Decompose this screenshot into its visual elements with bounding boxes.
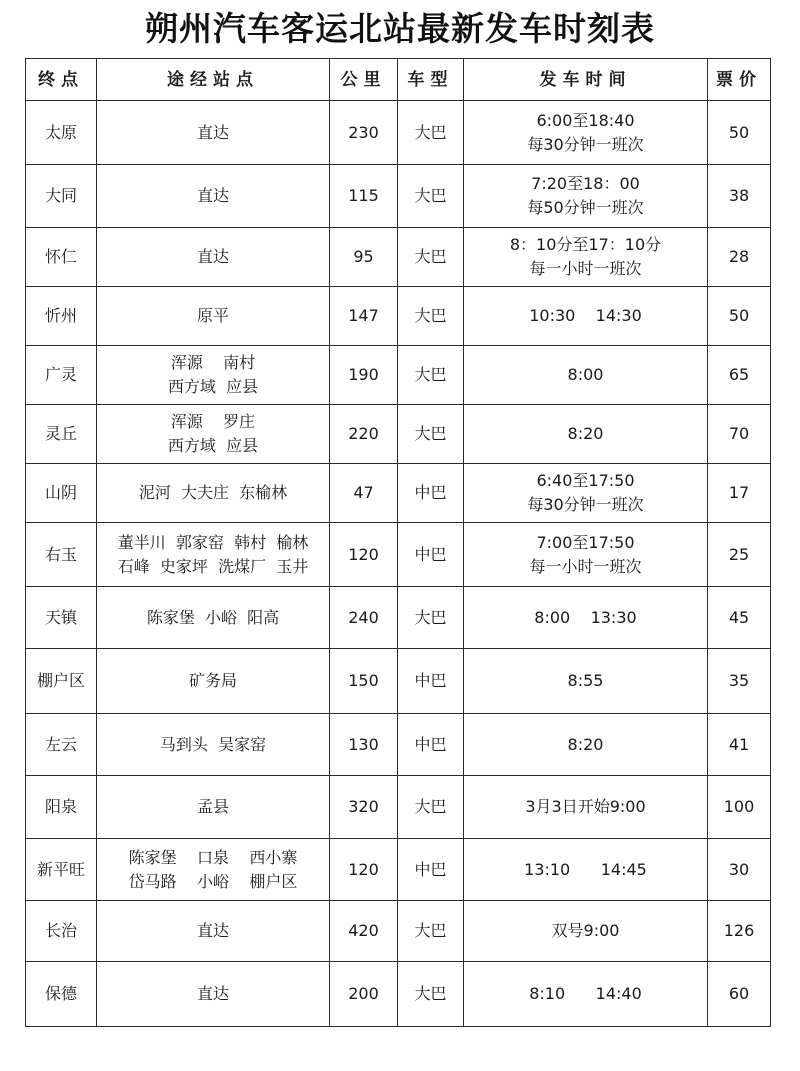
vehicle-cell: 大巴	[398, 346, 464, 405]
departure-cell-line: 6:00至18:40	[536, 110, 635, 130]
distance-cell: 47	[330, 464, 398, 523]
distance-cell: 220	[330, 405, 398, 464]
price-cell: 60	[708, 962, 771, 1027]
price-cell: 35	[708, 649, 771, 714]
via-cell-line: 陈家堡 小峪 阳高	[146, 607, 280, 627]
via-cell-line: 西方域 应县	[167, 436, 259, 455]
via-cell-line: 泥河 大夫庄 东榆林	[138, 483, 288, 502]
vehicle-cell: 大巴	[398, 901, 464, 962]
via-cell	[97, 776, 330, 839]
destination-cell: 保德	[26, 962, 97, 1027]
vehicle-cell: 大巴	[398, 287, 464, 346]
table-row	[26, 901, 771, 962]
price-cell: 65	[708, 346, 771, 405]
via-cell	[97, 101, 330, 165]
vehicle-cell: 大巴	[398, 405, 464, 464]
table-row	[26, 287, 771, 346]
vehicle-cell: 中巴	[398, 714, 464, 776]
destination-cell: 长治	[26, 901, 97, 962]
vehicle-cell: 大巴	[398, 101, 464, 165]
via-cell	[97, 962, 330, 1027]
via-cell-line: 孟县	[196, 797, 229, 816]
destination-cell: 怀仁	[26, 228, 97, 287]
schedule-table	[25, 58, 771, 1027]
header-via: 途经站点	[97, 59, 330, 101]
via-cell	[97, 714, 330, 776]
via-cell-line: 浑源 南村	[170, 353, 256, 372]
via-cell	[97, 405, 330, 464]
vehicle-cell: 大巴	[398, 165, 464, 228]
header-row	[26, 59, 771, 101]
departure-cell-line: 每30分钟一班次	[527, 495, 644, 514]
departure-cell-line: 8:00 13:30	[534, 607, 637, 627]
via-cell-line: 浑源 罗庄	[170, 412, 256, 431]
table-row	[26, 228, 771, 287]
vehicle-cell: 大巴	[398, 587, 464, 649]
departure-cell-line: 8:20	[567, 734, 604, 754]
destination-cell: 阳泉	[26, 776, 97, 839]
table-row	[26, 405, 771, 464]
vehicle-cell: 中巴	[398, 464, 464, 523]
destination-cell: 太原	[26, 101, 97, 165]
vehicle-cell: 大巴	[398, 776, 464, 839]
departure-cell-line: 13:10 14:45	[524, 859, 647, 879]
departure-cell	[464, 346, 708, 405]
departure-cell	[464, 287, 708, 346]
distance-cell: 240	[330, 587, 398, 649]
distance-cell: 150	[330, 649, 398, 714]
destination-cell: 棚户区	[26, 649, 97, 714]
header-price: 票价	[708, 59, 771, 101]
departure-cell-line: 7:00至17:50	[536, 532, 635, 552]
destination-cell: 大同	[26, 165, 97, 228]
table-row	[26, 346, 771, 405]
table-row	[26, 464, 771, 523]
departure-cell	[464, 101, 708, 165]
departure-cell-line: 双号9:00	[551, 921, 620, 940]
price-cell: 38	[708, 165, 771, 228]
via-cell-line: 马到头 吴家窑	[159, 734, 267, 754]
via-cell	[97, 464, 330, 523]
departure-cell-line: 每50分钟一班次	[527, 198, 644, 217]
departure-cell-line: 6:40至17:50	[536, 471, 635, 490]
distance-cell: 130	[330, 714, 398, 776]
table-row	[26, 523, 771, 587]
departure-cell-line: 8:10 14:40	[529, 984, 642, 1003]
table-body	[26, 101, 771, 1027]
departure-cell-line: 3月3日开始9:00	[525, 797, 646, 816]
price-cell: 126	[708, 901, 771, 962]
vehicle-cell: 大巴	[398, 962, 464, 1027]
table-row	[26, 587, 771, 649]
via-cell-line: 董半川 郭家窑 韩村 榆林	[117, 532, 309, 552]
via-cell-line: 直达	[196, 122, 229, 142]
departure-cell	[464, 228, 708, 287]
via-cell	[97, 165, 330, 228]
distance-cell: 115	[330, 165, 398, 228]
vehicle-cell: 大巴	[398, 228, 464, 287]
via-cell	[97, 523, 330, 587]
table-row	[26, 101, 771, 165]
via-cell-line: 矿务局	[188, 671, 237, 690]
via-cell-line: 西方域 应县	[167, 377, 259, 396]
destination-cell: 山阴	[26, 464, 97, 523]
departure-cell	[464, 901, 708, 962]
header-distance: 公里	[330, 59, 398, 101]
header-departure: 发车时间	[464, 59, 708, 101]
table-row	[26, 165, 771, 228]
distance-cell: 147	[330, 287, 398, 346]
via-cell	[97, 228, 330, 287]
header-destination: 终点	[26, 59, 97, 101]
distance-cell: 120	[330, 839, 398, 901]
departure-cell	[464, 649, 708, 714]
departure-cell	[464, 839, 708, 901]
price-cell: 28	[708, 228, 771, 287]
destination-cell: 新平旺	[26, 839, 97, 901]
via-cell-line: 直达	[196, 921, 229, 940]
via-cell-line: 原平	[196, 306, 229, 325]
via-cell	[97, 287, 330, 346]
table-header	[26, 59, 771, 101]
departure-cell	[464, 405, 708, 464]
departure-cell	[464, 587, 708, 649]
via-cell-line: 岱马路 小峪 棚户区	[128, 871, 298, 891]
departure-cell	[464, 165, 708, 228]
vehicle-cell: 中巴	[398, 839, 464, 901]
departure-cell-line: 8:00	[567, 365, 604, 384]
price-cell: 41	[708, 714, 771, 776]
destination-cell: 左云	[26, 714, 97, 776]
via-cell	[97, 839, 330, 901]
price-cell: 25	[708, 523, 771, 587]
distance-cell: 190	[330, 346, 398, 405]
header-vehicle: 车型	[398, 59, 464, 101]
distance-cell: 420	[330, 901, 398, 962]
vehicle-cell: 中巴	[398, 649, 464, 714]
departure-cell-line: 8:55	[567, 671, 604, 690]
table-row	[26, 839, 771, 901]
departure-cell	[464, 523, 708, 587]
via-cell-line: 石峰 史家坪 洗煤厂 玉井	[117, 556, 309, 576]
price-cell: 70	[708, 405, 771, 464]
destination-cell: 广灵	[26, 346, 97, 405]
distance-cell: 120	[330, 523, 398, 587]
via-cell	[97, 346, 330, 405]
via-cell-line: 直达	[196, 186, 229, 205]
destination-cell: 灵丘	[26, 405, 97, 464]
table-row	[26, 962, 771, 1027]
price-cell: 17	[708, 464, 771, 523]
table-row	[26, 714, 771, 776]
via-cell-line: 直达	[196, 984, 229, 1003]
distance-cell: 230	[330, 101, 398, 165]
destination-cell: 右玉	[26, 523, 97, 587]
via-cell-line: 直达	[196, 247, 229, 266]
departure-cell-line: 8：10分至17：10分	[509, 235, 662, 254]
departure-cell-line: 每一小时一班次	[529, 259, 642, 278]
table-row	[26, 776, 771, 839]
departure-cell-line: 7:20至18：00	[531, 174, 640, 193]
departure-cell-line: 每一小时一班次	[529, 556, 642, 576]
via-cell	[97, 901, 330, 962]
destination-cell: 天镇	[26, 587, 97, 649]
price-cell: 100	[708, 776, 771, 839]
distance-cell: 200	[330, 962, 398, 1027]
departure-cell-line: 8:20	[567, 424, 604, 443]
price-cell: 30	[708, 839, 771, 901]
distance-cell: 320	[330, 776, 398, 839]
departure-cell	[464, 464, 708, 523]
table-row	[26, 649, 771, 714]
distance-cell: 95	[330, 228, 398, 287]
price-cell: 50	[708, 287, 771, 346]
departure-cell-line: 每30分钟一班次	[527, 134, 644, 154]
departure-cell	[464, 962, 708, 1027]
page-title: 朔州汽车客运北站最新发车时刻表	[145, 9, 655, 48]
via-cell-line: 陈家堡 口泉 西小寨	[128, 847, 298, 867]
price-cell: 45	[708, 587, 771, 649]
via-cell	[97, 649, 330, 714]
via-cell	[97, 587, 330, 649]
vehicle-cell: 中巴	[398, 523, 464, 587]
departure-cell	[464, 776, 708, 839]
price-cell: 50	[708, 101, 771, 165]
departure-cell	[464, 714, 708, 776]
departure-cell-line: 10:30 14:30	[529, 306, 642, 325]
destination-cell: 忻州	[26, 287, 97, 346]
